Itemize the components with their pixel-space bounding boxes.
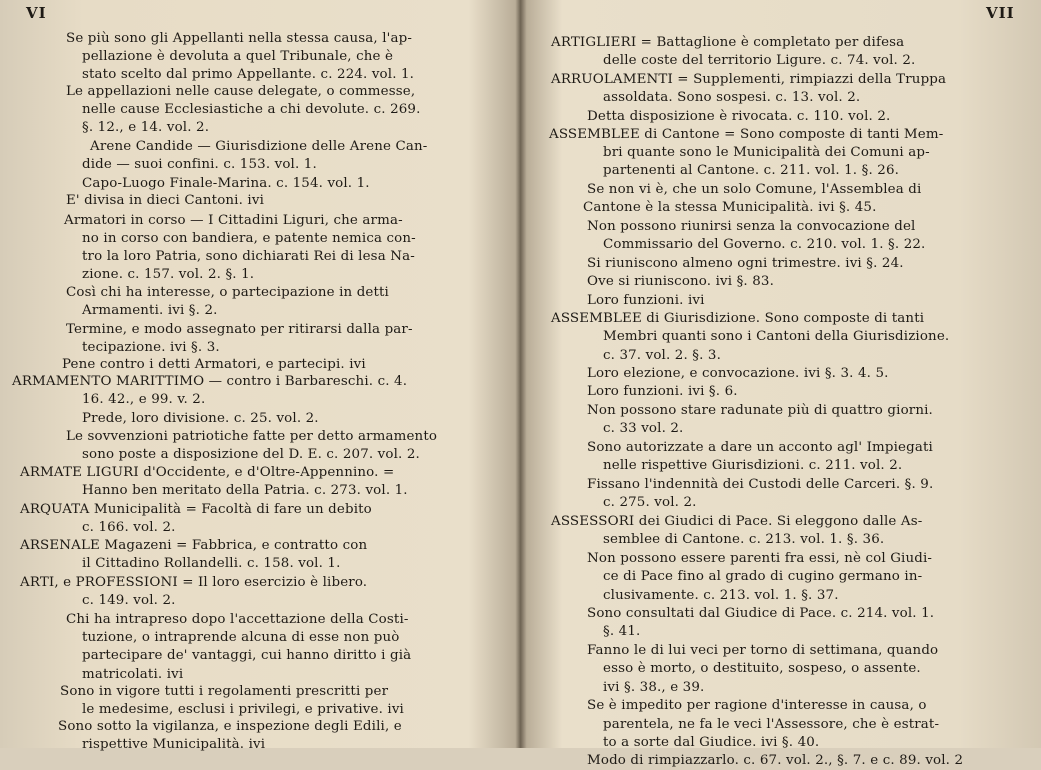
index-line: zione. c. 157. vol. 2. §. 1. xyxy=(82,267,255,282)
index-line: Fanno le di lui veci per torno di settimana, quando xyxy=(587,643,939,658)
page-number: VII xyxy=(986,4,1015,22)
index-line: tecipazione. ivi §. 3. xyxy=(82,340,220,355)
index-line: ARMAMENTO MARITTIMO — contro i Barbareschi. c. 4. xyxy=(12,374,408,389)
index-line: Non possono essere parenti fra essi, nè col Giudi- xyxy=(587,551,933,566)
left-page xyxy=(0,0,520,752)
index-line: Cantone è la stessa Municipalità. ivi §. 45. xyxy=(583,200,877,215)
index-line: Se non vi è, che un solo Comune, l'Assemblea di xyxy=(587,182,922,197)
index-line: clusivamente. c. 213. vol. 1. §. 37. xyxy=(603,588,839,603)
index-line: semblee di Cantone. c. 213. vol. 1. §. 36. xyxy=(603,532,885,547)
index-line: il Cittadino Rollandelli. c. 158. vol. 1. xyxy=(82,556,341,571)
index-line: Non possono riunirsi senza la convocazione del xyxy=(587,219,916,234)
index-line: Se è impedito per ragione d'interesse in causa, o xyxy=(587,698,927,713)
index-line: tro la loro Patria, sono dichiarati Rei di lesa Na- xyxy=(82,249,415,264)
index-line: rispettive Municipalità. ivi xyxy=(82,737,266,752)
index-line: ARMATE LIGURI d'Occidente, e d'Oltre-Appennino. = xyxy=(20,465,395,480)
index-line: Chi ha intrapreso dopo l'accettazione della Costi- xyxy=(66,612,409,627)
index-line: c. 149. vol. 2. xyxy=(82,593,176,608)
index-line: Prede, loro divisione. c. 25. vol. 2. xyxy=(82,411,319,426)
index-line: Se più sono gli Appellanti nella stessa causa, l'ap- xyxy=(66,31,413,46)
index-line: Così chi ha interesse, o partecipazione in detti xyxy=(66,285,389,300)
index-line: no in corso con bandiera, e patente nemica con- xyxy=(82,231,416,246)
index-line: c. 37. vol. 2. §. 3. xyxy=(603,348,722,363)
index-line: partecipare de' vantaggi, cui hanno diritto i già xyxy=(82,648,412,663)
index-line: ARTIGLIERI = Battaglione è completato per difesa xyxy=(551,35,905,50)
index-line: Armamenti. ivi §. 2. xyxy=(82,303,218,318)
page-number: VI xyxy=(26,4,47,22)
index-line: ARSENALE Magazeni = Fabbrica, e contratto con xyxy=(20,538,368,553)
index-line: Loro funzioni. ivi xyxy=(587,293,705,308)
index-line: Sono in vigore tutti i regolamenti prescritti per xyxy=(60,684,389,699)
index-line: Si riuniscono almeno ogni trimestre. ivi §. 24. xyxy=(587,256,904,271)
index-line: Non possono stare radunate più di quattro giorni. xyxy=(587,403,933,418)
index-line: Capo-Luogo Finale-Marina. c. 154. vol. 1. xyxy=(82,176,370,191)
index-line: E' divisa in dieci Cantoni. ivi xyxy=(66,193,265,208)
index-line: c. 33 vol. 2. xyxy=(603,421,684,436)
index-line: §. 41. xyxy=(603,624,641,639)
index-line: Sono autorizzate a dare un acconto agl' Impiegati xyxy=(587,440,933,455)
index-line: Le appellazioni nelle cause delegate, o commesse, xyxy=(66,84,416,99)
index-line: ASSESSORI dei Giudici di Pace. Si eleggono dalle As- xyxy=(551,514,923,529)
index-line: §. 12., e 14. vol. 2. xyxy=(82,120,210,135)
index-line: ASSEMBLEE di Giurisdizione. Sono composte di tanti xyxy=(551,311,925,326)
index-line: Armatori in corso — I Cittadini Liguri, che arma- xyxy=(64,213,403,228)
index-line: stato scelto dal primo Appellante. c. 224. vol. 1. xyxy=(82,67,415,82)
right-page xyxy=(521,0,1041,768)
index-line: c. 275. vol. 2. xyxy=(603,495,697,510)
index-line: esso è morto, o destituito, sospeso, o assente. xyxy=(603,661,921,676)
index-line: ARTI, e PROFESSIONI = Il loro esercizio è libero. xyxy=(20,575,368,590)
index-line: Membri quanti sono i Cantoni della Giurisdizione. xyxy=(603,329,950,344)
index-line: delle coste del territorio Ligure. c. 74. vol. 2. xyxy=(603,53,916,68)
index-line: Detta disposizione è rivocata. c. 110. vol. 2. xyxy=(587,109,891,124)
index-line: bri quante sono le Municipalità dei Comuni ap- xyxy=(603,145,930,160)
index-line: Modo di rimpiazzarlo. c. 67. vol. 2., §. 7. e c. 89. vol. 2 xyxy=(587,753,964,768)
index-line: Commissario del Governo. c. 210. vol. 1. §. 22. xyxy=(603,237,926,252)
index-line: ASSEMBLEE di Cantone = Sono composte di tanti Mem- xyxy=(549,127,944,142)
index-line: pellazione è devoluta a quel Tribunale, che è xyxy=(82,49,394,64)
index-line: nelle rispettive Giurisdizioni. c. 211. vol. 2. xyxy=(603,458,903,473)
index-line: Loro funzioni. ivi §. 6. xyxy=(587,384,738,399)
index-line: Fissano l'indennità dei Custodi delle Carceri. §. 9. xyxy=(587,477,934,492)
index-line: partenenti al Cantone. c. 211. vol. 1. §. 26. xyxy=(603,163,900,178)
index-line: Hanno ben meritato della Patria. c. 273. vol. 1. xyxy=(82,483,408,498)
index-line: Loro elezione, e convocazione. ivi §. 3. 4. 5. xyxy=(587,366,889,381)
index-line: Sono sotto la vigilanza, e inspezione degli Edili, e xyxy=(58,719,402,734)
index-line: le medesime, esclusi i privilegi, e privative. ivi xyxy=(82,702,404,717)
index-line: assoldata. Sono sospesi. c. 13. vol. 2. xyxy=(603,90,861,105)
index-line: ce di Pace fino al grado di cugino germano in- xyxy=(603,569,923,584)
index-line: dide — suoi confini. c. 153. vol. 1. xyxy=(82,157,317,172)
index-line: nelle cause Ecclesiastiche a chi devolute. c. 269. xyxy=(82,102,421,117)
index-line: ARRUOLAMENTI = Supplementi, rimpiazzi della Truppa xyxy=(551,72,947,87)
index-line: sono poste a disposizione del D. E. c. 207. vol. 2. xyxy=(82,447,420,462)
index-line: Termine, e modo assegnato per ritirarsi dalla par- xyxy=(66,322,413,337)
index-line: 16. 42., e 99. v. 2. xyxy=(82,392,206,407)
index-line: to a sorte dal Giudice. ivi §. 40. xyxy=(603,735,820,750)
index-line: parentela, ne fa le veci l'Assessore, che è estrat- xyxy=(603,717,940,732)
index-line: Arene Candide — Giurisdizione delle Arene Can- xyxy=(90,139,428,154)
index-line: c. 166. vol. 2. xyxy=(82,520,176,535)
index-line: Le sovvenzioni patriotiche fatte per detto armamento xyxy=(66,429,438,444)
index-line: tuzione, o intraprende alcuna di esse non può xyxy=(82,630,400,645)
index-line: Ove si riuniscono. ivi §. 83. xyxy=(587,274,774,289)
index-line: ivi §. 38., e 39. xyxy=(603,680,705,695)
index-line: ARQUATA Municipalità = Facoltà di fare un debito xyxy=(20,502,372,517)
index-line: matricolati. ivi xyxy=(82,667,184,682)
index-line: Sono consultati dal Giudice di Pace. c. 214. vol. 1. xyxy=(587,606,935,621)
index-line: Pene contro i detti Armatori, e partecipi. ivi xyxy=(62,357,366,372)
